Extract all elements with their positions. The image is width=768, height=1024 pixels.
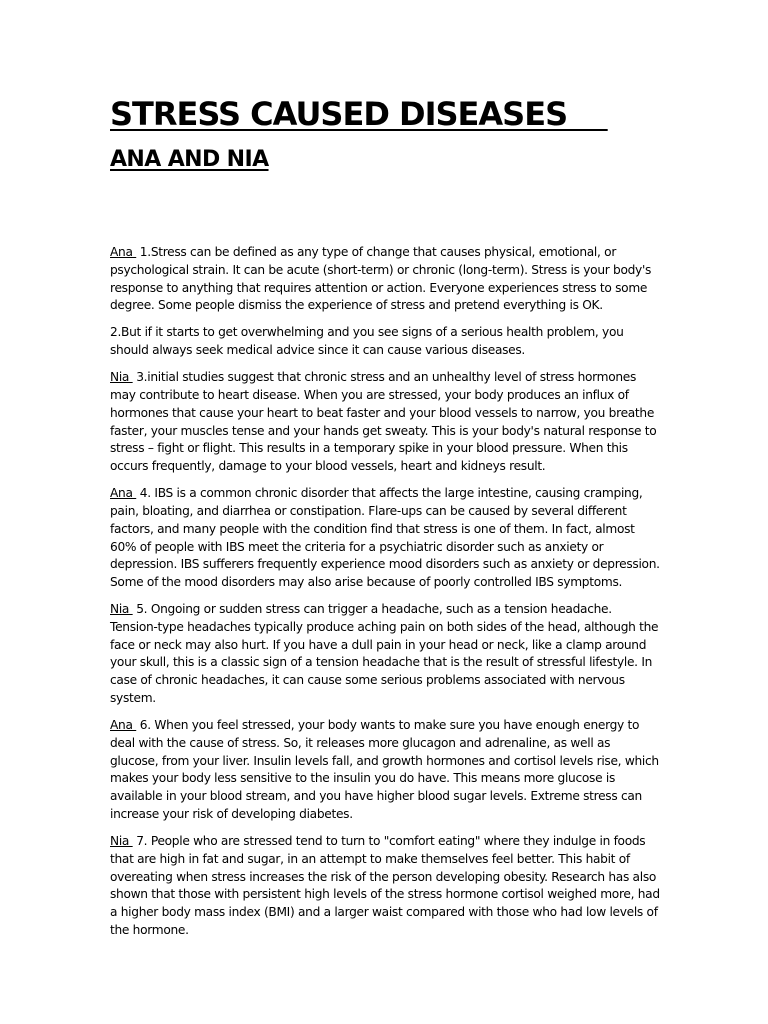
paragraph-7 [110,833,660,940]
paragraph-3 [110,369,660,476]
speaker-label: Ana [110,245,137,259]
paragraph-text: 7. People who are stressed tend to turn to "comfort eating" where they indulge in foods that are high in fat and sugar, in an attempt to make themselves feel better. This habit of overeating when stress increases the risk of the person developing obesity. Research has also shown that those with persistent high levels of the stress hormone cortisol weighed more, had a higher body mass index (BMI) and a larger waist compared with those who had low levels of the hormone. [110,834,660,938]
paragraph-1 [110,244,660,315]
speaker-label: Nia [110,370,133,385]
paragraph-text: 6. When you feel stressed, your body wants to make sure you have enough energy to deal with the cause of stress. So, it releases more glucagon and adrenaline, as well as glucose, from your liver. Insulin levels fall, and growth hormones and cortisol levels rise, which makes your body less sensitive to the insulin you do have. This means more glucose is available in your blood stream, and you have higher blood sugar levels. Extreme stress can increase your risk of developing diabetes. [110,718,659,822]
paragraph-5 [110,601,660,708]
speaker-label: Nia [110,602,133,617]
speaker-label: Ana [110,718,137,733]
paragraph-text: 5. Ongoing or sudden stress can trigger a headache, such as a tension headache. Tension-type headaches typically produce aching pain on both sides of the head, although the face or neck may also hurt. If you have a dull pain in your head or neck, like a clamp around your skull, this is a classic sign of a tension headache that is the result of stressful lifestyle. In case of chronic headaches, it can cause some serious problems associated with nervous system. [110,602,659,706]
paragraph-4 [110,485,660,592]
paragraph-2 [110,324,660,360]
document-title: STRESS CAUSED DISEASES [110,95,608,133]
document-body [110,244,660,949]
paragraph-6 [110,717,660,824]
speaker-label: Nia [110,834,133,849]
document-subtitle: ANA AND NIA [110,147,269,172]
paragraph-text: 2.But if it starts to get overwhelming and you see signs of a serious health problem, you should always seek medical advice since it can cause various diseases. [110,325,624,358]
paragraph-text: 1.Stress can be defined as any type of change that causes physical, emotional, or psychological strain. It can be acute (short-term) or chronic (long-term). Stress is your body's response to anything that requires attention or action. Everyone experiences stress to some degree. Some people dismiss the experience of stress and pretend everything is OK. [110,245,652,313]
paragraph-text: 4. IBS is a common chronic disorder that affects the large intestine, causing cramping, pain, bloating, and diarrhea or constipation. Flare-ups can be caused by several different factors, and many people with the condition find that stress is one of them. In fact, almost 60% of people with IBS meet the criteria for a psychiatric disorder such as anxiety or depression. IBS sufferers frequently experience mood disorders such as anxiety or depression. Some of the mood disorders may also arise because of poorly controlled IBS symptoms. [110,486,660,590]
paragraph-text: 3.initial studies suggest that chronic stress and an unhealthy level of stress hormones may contribute to heart disease. When you are stressed, your body produces an influx of hormones that cause your heart to beat faster and your blood vessels to narrow, you breathe faster, your muscles tense and your hands get sweaty. This is your body's natural response to stress – fight or flight. This results in a temporary spike in your blood pressure. When this occurs frequently, damage to your blood vessels, heart and kidneys result. [110,370,657,474]
speaker-label: Ana [110,486,137,501]
